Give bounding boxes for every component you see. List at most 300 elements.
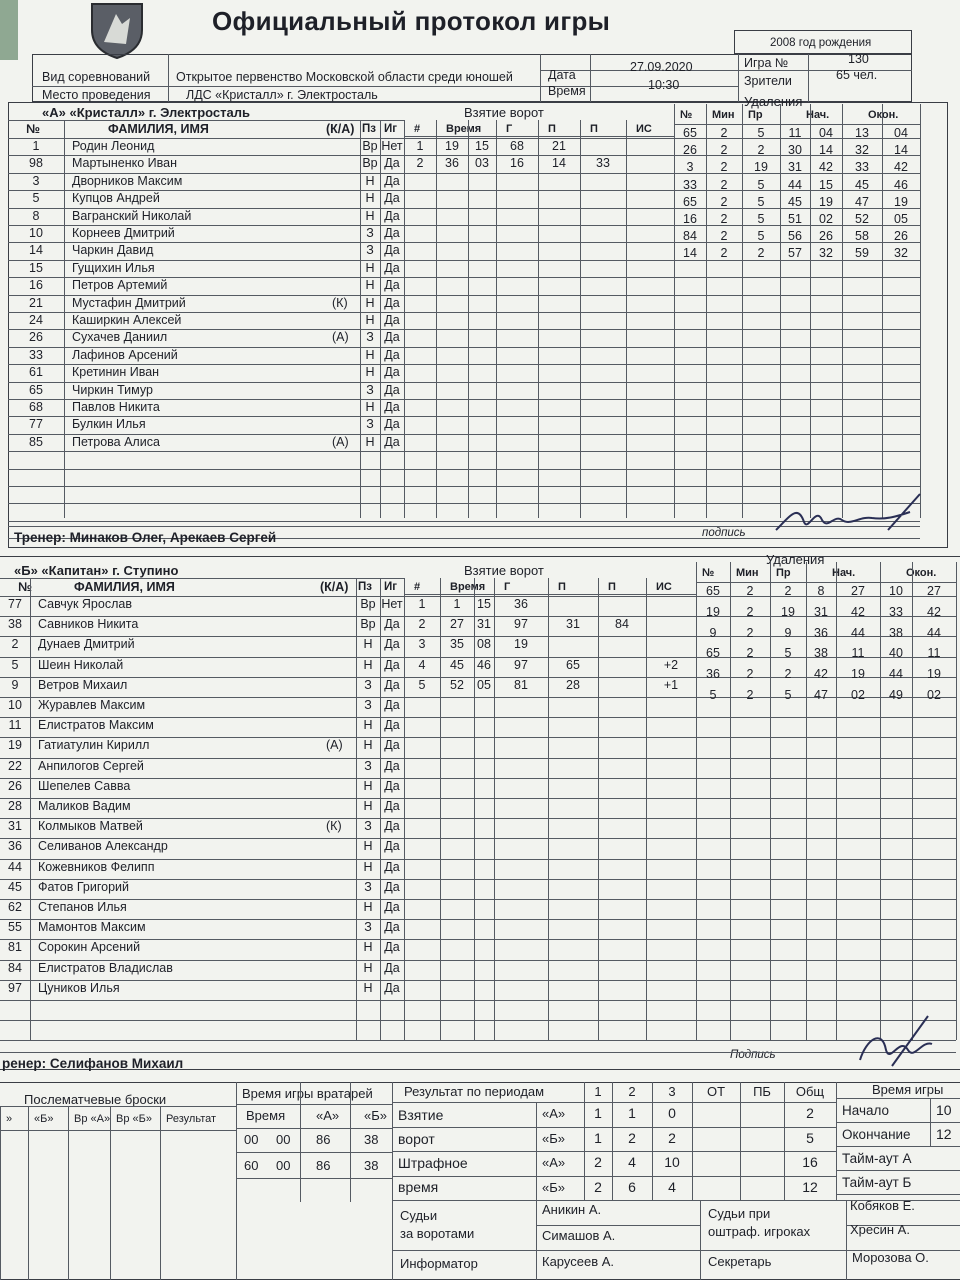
col-ka-header: (К/А) (326, 122, 355, 136)
player-name: Мамонтов Максим (38, 920, 146, 935)
team-title: «А» «Кристалл» г. Электросталь (42, 105, 250, 120)
rule-line (836, 1098, 960, 1099)
game-time-label: Тайм-аут А (842, 1151, 912, 1166)
player-number: 68 (29, 400, 43, 414)
goal-judges-label: Судьи (400, 1208, 438, 1223)
competition-value: Открытое первенство Московской области среди юношей (176, 70, 513, 84)
rule-line (846, 1200, 847, 1280)
penalty-cell: 2 (720, 194, 728, 209)
goals-title: Взятие ворот (464, 105, 544, 120)
period-value: 5 (806, 1129, 814, 1146)
rule-line (28, 1106, 29, 1280)
penalty-cell: 2 (746, 688, 754, 702)
goal-cell: 2 (418, 617, 426, 632)
player-number: 98 (29, 156, 43, 171)
player-played: Да (384, 900, 400, 914)
penalty-cell: 46 (894, 177, 908, 192)
penalty-judges-label-2: оштраф. игроках (708, 1224, 811, 1239)
penalty-cell: 19 (927, 667, 941, 682)
penalty-cell: 2 (746, 646, 754, 661)
penalty-cell: 47 (814, 688, 828, 702)
penalty-cell: 04 (819, 126, 833, 140)
player-position: Н (365, 365, 375, 380)
penalty-cell: 27 (927, 584, 941, 598)
player-played: Да (384, 859, 400, 874)
player-played: Да (384, 778, 400, 793)
penalty-cell: 2 (720, 212, 728, 226)
penalty-cell: 2 (746, 584, 754, 598)
player-role: (К) (332, 295, 348, 310)
penalty-cell: 84 (683, 229, 697, 244)
penalty-cell: 42 (814, 667, 828, 682)
rule-line (646, 578, 647, 1040)
penalties-col-header: № (702, 567, 715, 579)
penalty-cell: 33 (855, 160, 869, 175)
player-number: 3 (32, 173, 40, 188)
player-played: Нет (381, 597, 403, 611)
rule-line (392, 1102, 836, 1103)
gk-team-a: 86 (316, 1158, 331, 1173)
player-played: Да (384, 173, 400, 188)
player-played: Да (384, 738, 400, 753)
game-time-value: 12 (936, 1126, 952, 1142)
rule-line (8, 469, 920, 470)
rule-line (300, 1082, 301, 1202)
player-name: Ветров Михаил (38, 677, 128, 692)
shootout-title: Послематчевые броски (24, 1092, 167, 1107)
player-position: З (366, 243, 374, 258)
penalty-cell: 2 (784, 667, 792, 682)
player-played: Да (384, 208, 400, 223)
pim-row-label: Штрафное (398, 1155, 468, 1171)
goal-cell: 3 (418, 637, 426, 652)
penalty-cell: 14 (894, 143, 908, 158)
player-name: Корнеев Дмитрий (72, 226, 175, 240)
penalty-cell: 65 (706, 646, 720, 661)
date-label: Дата (548, 68, 576, 82)
shootout-col-header: «Б» (34, 1113, 54, 1125)
goal-cell: 31 (566, 617, 580, 632)
player-number: 33 (29, 347, 43, 362)
player-position: З (364, 677, 372, 692)
penalty-cell: 02 (927, 688, 941, 702)
player-name: Кретинин Иван (72, 365, 160, 380)
player-name: Дворников Максим (72, 173, 183, 188)
rule-line (0, 798, 956, 799)
player-position: З (366, 330, 374, 345)
penalty-cell: 11 (927, 646, 941, 661)
rule-line (350, 1082, 351, 1202)
penalty-cell: 42 (851, 604, 865, 619)
player-number: 62 (8, 900, 22, 914)
goal-cell: 03 (475, 156, 489, 171)
penalty-cell: 19 (706, 604, 720, 619)
team-tag: «А» (542, 1106, 566, 1121)
period-value: 2 (806, 1105, 814, 1121)
player-played: Да (384, 417, 400, 432)
penalties-col-header: Нач. (806, 109, 830, 121)
period-col-header: ОТ (706, 1084, 726, 1099)
rule-line (236, 1152, 392, 1153)
penalty-cell: 32 (894, 246, 908, 261)
player-played: Да (384, 434, 400, 449)
period-value: 4 (668, 1178, 676, 1195)
informer-name: Карусеев А. (542, 1254, 615, 1269)
signature-team-b (852, 1010, 942, 1070)
game-time-label: Начало (842, 1103, 890, 1118)
player-position: Н (363, 637, 373, 652)
player-position: Н (365, 260, 375, 275)
player-number: 38 (8, 617, 22, 632)
goal-cell: 46 (477, 657, 491, 672)
penalty-cell: 10 (889, 584, 903, 598)
penalty-cell: 04 (894, 126, 908, 140)
player-number: 21 (29, 295, 43, 310)
rule-line (404, 136, 674, 137)
penalty-cell: 42 (927, 604, 941, 619)
secretary-name: Морозова О. (852, 1250, 929, 1265)
rule-line (64, 120, 65, 518)
goals-col-header: П (548, 123, 556, 135)
player-name: Чаркин Давид (72, 243, 154, 258)
rule-line (160, 1106, 161, 1280)
penalty-cell: 2 (720, 160, 728, 175)
game-time-value: 10 (936, 1102, 952, 1118)
rule-line (236, 1178, 392, 1179)
rule-line (0, 818, 956, 819)
penalty-cell: 2 (757, 143, 765, 158)
penalty-cell: 2 (720, 126, 728, 140)
rule-line (236, 1104, 392, 1105)
player-name: Гущихин Илья (72, 260, 155, 275)
player-role: (А) (326, 738, 343, 753)
player-name: Родин Леонид (72, 139, 155, 153)
gk-time-sec: 00 (276, 1158, 291, 1173)
goal-cell: 81 (514, 677, 528, 692)
player-played: Да (384, 637, 400, 652)
background-edge (0, 0, 18, 60)
player-position: Н (365, 173, 375, 188)
rule-line (836, 1082, 837, 1200)
penalty-cell: 9 (784, 625, 792, 640)
time-value: 10:30 (648, 78, 680, 92)
goal-cell: 68 (510, 139, 524, 153)
player-name: Анпилогов Сергей (38, 758, 144, 773)
player-played: Да (384, 839, 400, 854)
player-played: Да (384, 718, 400, 733)
player-played: Да (384, 382, 400, 397)
player-position: З (364, 879, 372, 894)
goal-cell: 1 (418, 597, 426, 611)
penalty-judges-label: Судьи при (708, 1206, 771, 1221)
penalty-cell: 56 (788, 229, 802, 244)
rule-line (836, 1146, 960, 1147)
player-position: З (364, 698, 372, 712)
goal-cell: 19 (514, 637, 528, 652)
player-position: З (364, 819, 372, 834)
penalty-cell: 5 (784, 688, 792, 702)
player-played: Да (384, 347, 400, 362)
rule-line (404, 594, 696, 595)
player-position: Н (365, 208, 375, 223)
period-value: 1 (628, 1105, 636, 1121)
signature-label: подпись (702, 527, 746, 539)
period-value: 1 (594, 1105, 602, 1121)
penalty-cell: 59 (855, 246, 869, 261)
signature-label: Подпись (730, 1049, 776, 1061)
game-no-label: Игра № (744, 56, 789, 70)
penalty-cell: 36 (814, 625, 828, 640)
rule-line (236, 1128, 392, 1129)
player-name: Колмыков Матвей (38, 819, 143, 834)
penalty-cell: 38 (889, 625, 903, 640)
penalty-cell: 57 (788, 246, 802, 261)
goal-cell: 28 (566, 677, 580, 692)
rule-line (0, 578, 404, 579)
rule-line (0, 778, 956, 779)
goal-cell: 15 (475, 139, 489, 153)
penalties-title: Удаления (744, 94, 803, 109)
player-name: Елистратов Владислав (38, 960, 173, 975)
player-name: Сорокин Арсений (38, 940, 141, 955)
player-name: Савников Никита (38, 617, 139, 632)
rule-line (920, 104, 921, 518)
player-name: Каширкин Алексей (72, 313, 182, 327)
player-number: 9 (11, 677, 19, 692)
player-position: Вр (360, 617, 376, 632)
player-number: 10 (8, 698, 22, 712)
player-name: Елистратов Максим (38, 718, 154, 733)
secretary-label: Секретарь (708, 1254, 772, 1269)
player-played: Да (384, 758, 400, 773)
goal-cell: 19 (445, 139, 459, 153)
shootout-col-header: Вр «Б» (116, 1113, 152, 1125)
penalty-cell: 2 (720, 246, 728, 261)
penalty-cell: 38 (814, 646, 828, 661)
penalty-cell: 42 (894, 160, 908, 175)
penalty-cell: 44 (889, 667, 903, 682)
team-tag: «Б» (542, 1179, 565, 1195)
venue-value: ЛДС «Кристалл» г. Электросталь (186, 88, 378, 102)
player-position: Н (363, 799, 373, 813)
player-number: 31 (8, 819, 22, 834)
player-number: 45 (8, 879, 22, 894)
rule-line (0, 1000, 956, 1001)
player-position: Вр (360, 597, 376, 611)
rule-line (0, 1052, 956, 1053)
coach-name: Тренер: Минаков Олег, Арекаев Сергей (14, 530, 277, 545)
player-number: 77 (29, 417, 43, 432)
player-role: (А) (332, 330, 349, 345)
penalty-cell: 02 (851, 688, 865, 702)
player-number: 36 (8, 839, 22, 854)
player-role: (А) (332, 434, 349, 449)
player-played: Да (384, 278, 400, 293)
penalty-cell: 19 (851, 667, 865, 682)
goal-cell: 08 (477, 637, 491, 652)
penalty-cell: 44 (927, 625, 941, 640)
player-played: Да (384, 365, 400, 380)
player-position: Н (363, 859, 373, 874)
penalty-cell: 11 (851, 646, 865, 661)
player-position: Н (363, 738, 373, 753)
goals-title: Взятие ворот (464, 563, 544, 578)
col-name-header: ФАМИЛИЯ, ИМЯ (108, 122, 209, 136)
team-tag: «Б» (542, 1130, 565, 1146)
coach-name: ренер: Селифанов Михаил (2, 1056, 184, 1071)
player-name: Петрова Алиса (72, 434, 160, 449)
penalty-cell: 05 (894, 212, 908, 226)
penalty-cell: 31 (814, 604, 828, 619)
shootout-col-header: » (6, 1113, 13, 1125)
period-col-header: Общ (795, 1084, 825, 1099)
rule-line (956, 562, 957, 1040)
penalties-col-header: Окон. (868, 109, 899, 121)
col-pz-header: Пз (362, 123, 376, 135)
player-position: Н (363, 940, 373, 955)
goal-cell: 97 (514, 617, 528, 632)
goal-cell: 05 (477, 677, 491, 692)
penalty-cell: 3 (686, 160, 694, 175)
goal-cell: 84 (615, 617, 629, 632)
player-played: Да (384, 677, 400, 692)
goal-cell: 5 (418, 677, 426, 692)
period-col-header: 3 (668, 1084, 676, 1099)
penalty-cell: 14 (819, 143, 833, 158)
penalty-cell: 2 (720, 143, 728, 158)
penalty-cell: 14 (683, 246, 697, 261)
player-position: Н (363, 960, 373, 975)
goals-col-header: П (608, 581, 616, 593)
penalty-cell: 5 (757, 194, 765, 209)
penalty-cell: 9 (709, 625, 717, 640)
penalty-cell: 11 (788, 126, 802, 140)
penalty-cell: 65 (706, 584, 720, 598)
period-col-header: 2 (628, 1084, 636, 1099)
penalty-cell: 2 (746, 604, 754, 619)
rule-line (626, 120, 627, 518)
team-title: «Б» «Капитан» г. Ступино (14, 563, 179, 578)
penalty-cell: 45 (855, 177, 869, 192)
player-name: Мустафин Дмитрий (72, 295, 186, 310)
player-played: Да (384, 191, 400, 206)
goals-col-header: Время (446, 123, 482, 135)
penalty-cell: 52 (855, 212, 869, 226)
player-position: Н (365, 434, 375, 449)
player-played: Да (384, 617, 400, 632)
player-number: 5 (11, 657, 19, 672)
penalty-cell: 65 (683, 126, 697, 140)
penalty-cell: 31 (788, 160, 802, 175)
shootout-col-header: Вр «А» (74, 1113, 111, 1125)
penalty-cell: 26 (683, 143, 697, 158)
player-number: 5 (32, 191, 40, 206)
period-value: 2 (628, 1129, 636, 1146)
rule-line (468, 120, 469, 518)
date-value: 27.09.2020 (630, 60, 693, 74)
goal-cell: 36 (445, 156, 459, 171)
rule-line (538, 120, 539, 518)
col-no-header: № (18, 580, 32, 594)
penalty-cell: 30 (788, 143, 802, 158)
penalty-cell: 2 (720, 177, 728, 192)
goal-cell: 97 (514, 657, 528, 672)
player-role: (К) (326, 819, 342, 834)
penalty-cell: 44 (851, 625, 865, 640)
player-number: 26 (29, 330, 43, 345)
player-number: 8 (32, 208, 40, 223)
rule-line (392, 1151, 836, 1152)
penalty-cell: 5 (757, 177, 765, 192)
player-name: Селиванов Александр (38, 839, 168, 854)
rule-line (8, 451, 920, 452)
penalty-cell: 2 (746, 667, 754, 682)
rule-line (548, 578, 549, 1040)
player-name: Журавлев Максим (38, 698, 146, 712)
penalty-cell: 51 (788, 212, 802, 226)
goals-row-label-2: ворот (398, 1131, 435, 1147)
player-played: Да (384, 330, 400, 345)
player-played: Да (384, 243, 400, 258)
goal-judge-1: Аникин А. (542, 1202, 602, 1217)
penalty-cell: 5 (709, 688, 717, 702)
col-ka-header: (К/А) (320, 580, 349, 594)
gk-team-a: 86 (316, 1132, 331, 1147)
goal-cell: 16 (510, 156, 524, 171)
player-position: Н (363, 900, 373, 914)
rule-line (598, 578, 599, 1040)
player-number: 19 (8, 738, 22, 753)
penalty-cell: 49 (889, 688, 903, 702)
period-value: 6 (628, 1178, 636, 1195)
player-position: З (366, 382, 374, 397)
player-name: Павлов Никита (72, 400, 160, 414)
rule-line (0, 1106, 236, 1107)
penalty-cell: 45 (788, 194, 802, 209)
period-value: 10 (664, 1154, 680, 1170)
penalty-cell: 5 (757, 229, 765, 244)
goals-col-header: Время (450, 581, 486, 593)
col-no-header: № (26, 122, 40, 136)
penalty-cell: 2 (757, 246, 765, 261)
spectators-value: 65 чел. (836, 68, 878, 82)
gk-col-header: «А» (316, 1108, 340, 1123)
col-ig-header: Иг (384, 581, 398, 593)
goals-col-header: ИС (636, 123, 652, 135)
rule-line (740, 1082, 741, 1200)
player-played: Да (384, 920, 400, 935)
goal-cell: 1 (453, 597, 461, 611)
goals-col-header: П (590, 123, 598, 135)
penalty-cell: 19 (894, 194, 908, 209)
player-name: Савчук Ярослав (38, 597, 132, 611)
player-name: Степанов Илья (38, 900, 127, 914)
player-played: Да (384, 698, 400, 712)
penalties-title: Удаления (766, 552, 825, 567)
player-position: Н (365, 313, 375, 327)
goals-col-header: ИС (656, 581, 672, 593)
penalty-cell: 33 (683, 177, 697, 192)
rule-line (0, 899, 956, 900)
col-name-header: ФАМИЛИЯ, ИМЯ (74, 580, 175, 594)
player-number: 81 (8, 940, 22, 955)
player-played: Да (384, 657, 400, 672)
period-col-header: ПБ (753, 1084, 771, 1099)
rule-line (674, 124, 920, 125)
goal-cell: 33 (596, 156, 610, 171)
rule-line (8, 120, 404, 121)
goal-cell: 65 (566, 657, 580, 672)
